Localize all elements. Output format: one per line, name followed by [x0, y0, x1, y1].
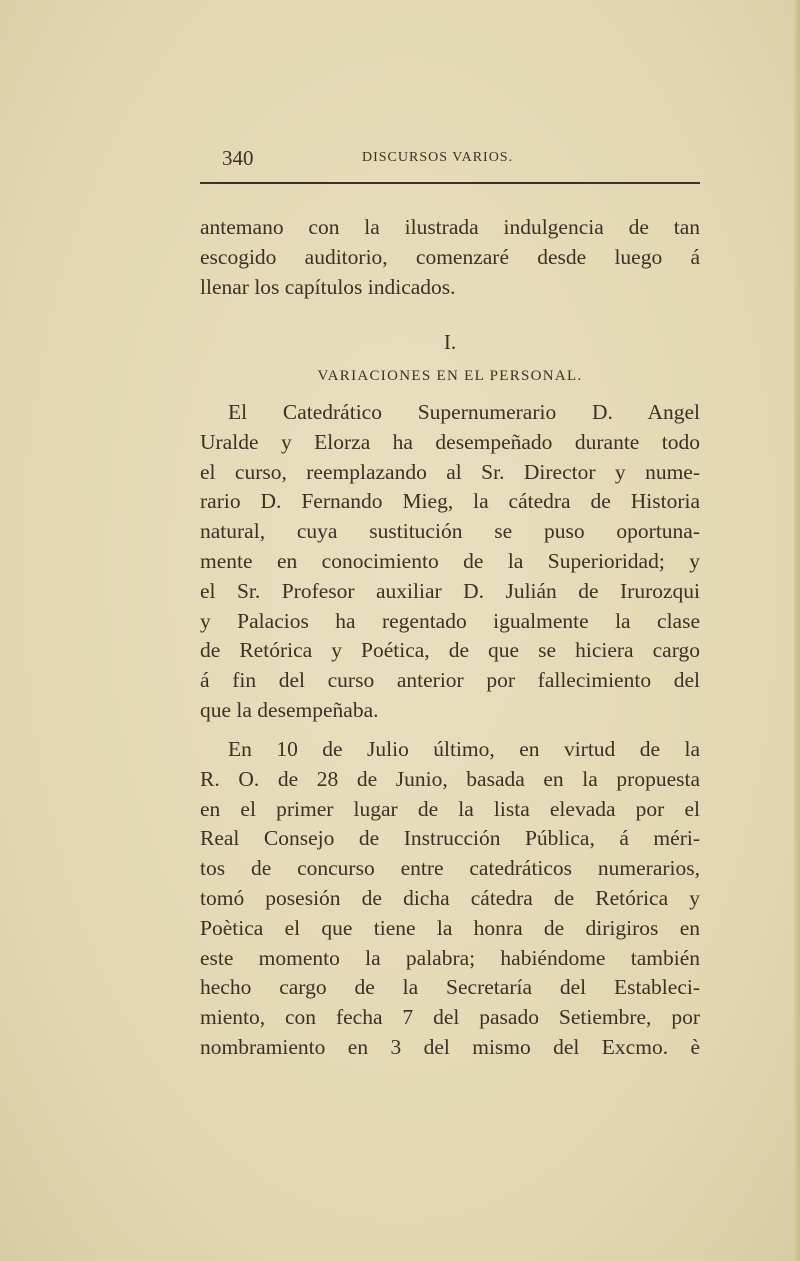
paragraph	[200, 398, 700, 726]
text-line: rario D. Fernando Mieg, la cátedra de Historia	[200, 489, 700, 514]
page-edge	[794, 0, 800, 1261]
text-line: Real Consejo de Instrucción Pública, á méri-	[200, 826, 700, 851]
paragraph	[200, 735, 700, 1063]
text-line: llenar los capítulos indicados.	[200, 274, 456, 299]
text-line: á fin del curso anterior por fallecimiento del	[200, 668, 700, 693]
text-line: En 10 de Julio último, en virtud de la	[228, 737, 700, 761]
page-number: 340	[222, 146, 254, 170]
section-title: VARIACIONES EN EL PERSONAL.	[317, 368, 583, 384]
text-line: que la desempeñaba.	[200, 697, 379, 722]
text-line: el curso, reemplazando al Sr. Director y nume-	[200, 459, 700, 484]
section-number: I.	[443, 330, 457, 354]
text-line: mente en conocimiento de la Superioridad; y	[200, 548, 700, 573]
text-line: Uralde y Elorza ha desempeñado durante todo	[200, 429, 700, 454]
text-line: miento, con fecha 7 del pasado Setiembre, por	[200, 1005, 700, 1030]
text-line: este momento la palabra; habiéndome también	[200, 945, 700, 970]
text-line: Poètica el que tiene la honra de dirigiros en	[200, 915, 700, 940]
text-line: y Palacios ha regentado igualmente la clase	[200, 608, 700, 633]
text-line: antemano con la ilustrada indulgencia de tan	[200, 215, 700, 239]
text-line: escogido auditorio, comenzaré desde luego á	[200, 244, 700, 269]
text-line: el Sr. Profesor auxiliar D. Julián de Irurozqui	[200, 578, 700, 603]
intro-paragraph	[200, 213, 700, 302]
text-line: hecho cargo de la Secretaría del Estableci-	[200, 975, 700, 1000]
header-rule	[200, 182, 700, 184]
text-line: tos de concurso entre catedráticos numerarios,	[200, 856, 700, 881]
text-line: El Catedrático Supernumerario D. Angel	[228, 400, 700, 424]
text-line: tomó posesión de dicha cátedra de Retórica y	[200, 885, 700, 910]
text-line: en el primer lugar de la lista elevada por el	[200, 796, 700, 821]
running-title: DISCURSOS VARIOS.	[362, 150, 514, 165]
text-line: natural, cuya sustitución se puso oportuna-	[200, 519, 700, 544]
text-line: de Retórica y Poética, de que se hiciera cargo	[200, 638, 700, 663]
text-line: R. O. de 28 de Junio, basada en la propuesta	[200, 766, 700, 791]
text-line: nombramiento en 3 del mismo del Excmo. è	[200, 1034, 700, 1059]
